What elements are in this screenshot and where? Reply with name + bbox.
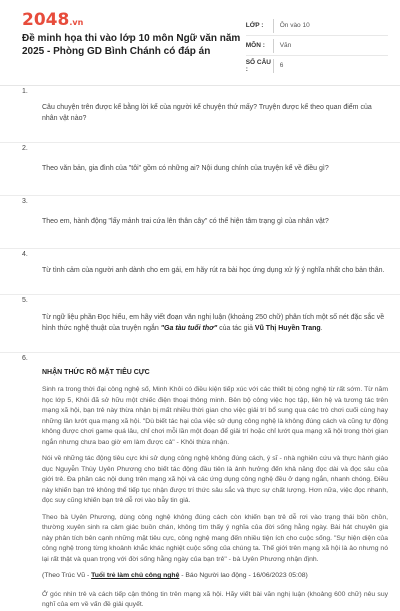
meta-box [246,16,388,75]
article-paragraph: Nói về những tác động tiêu cực khi sử dụng công nghệ không đúng cách, ý sĩ - nhà nghiên cứu và thực hành giáo dục Nguyễn Thùy Uyên Phương cho biết tác động đầu tiên là ảnh hưởng đến khả năng đọc dài và đọc sâu của giới trẻ. Đa phần các nội dung trên mạng xã hội và các ứng dụng công nghệ đều ở dạng ngắn, nhanh chóng. Điều này khiến bạn trẻ không thể tiếp tục nhận được trí thức sâu sắc và thực sự chất lượng. Hơn nữa, việc đọc nhanh, đọc suy cũng khiến bạn trẻ dễ rơi vào bẫy tin giả. [42,455,388,504]
meta-separator [273,19,274,33]
article-source [42,571,388,582]
question-item [22,143,388,195]
question-text: Theo văn bản, gia đình của "tôi" gồm có những ai? Nội dung chính của truyện kể về điều gì? [42,165,329,172]
question-number: 6. [22,355,28,362]
article-paragraph: Sinh ra trong thời đại công nghệ số, Minh Khôi có điều kiện tiếp xúc với các thiết bị công nghệ từ rất sớm. Từ năm học lớp 5, Khôi đã sở hữu một chiếc điện thoại thông minh. Bên bộ công việc học tập, liên hệ và tương tác trên mạng xã hội, bạn trẻ này thừa nhận bị mất nhiều thời gian cho việc giải trí bổ sung qua các trò chơi cuối cùng hay những lần lướt qua mạng xã hội. "Dù biết tác hại của việc sử dụng công nghệ là không đúng cách và cũng tự động không được chơi game quá lâu, chỉ chơi mỗi lần một đoạn để giải trí hoặc chỉ lướt qua mạng xã hội trong thời gian ngắn nhưng chưa bao giờ em làm được cả" - Khôi thừa nhận. [42,386,388,446]
question-list [0,86,400,611]
question-text: Từ tình cảm của người anh dành cho em gái, em hãy rút ra bài học ứng dụng xử lý ý nghĩa nhất cho bản thân. [42,267,385,274]
question-number: 1. [22,88,28,95]
meta-value: Văn [279,42,292,49]
article-paragraph: Theo bà Uyên Phương, dùng công nghệ không đúng cách còn khiến bạn trẻ dễ rơi vào trạng thái bồn chồn, thường xuyên sinh ra cảm giác buồn chán, không tìm thấy ý nghĩa của đời sống hằng ngày. Bài hát chuyên gia này phân tích bên cạnh những mặt tiêu cực, công nghệ mang đến nhiều tiện ích cho cuộc sống. "Sự hiện diện của công nghệ trong từng khoảnh khắc khác nghiệt cuộc sống của chúng ta. Thế giới trên mạng xã hội là ảo nhưng nó lại rất thật và quan trọng với đời sống hằng ngày của bạn trẻ" - bà Uyên Phương nhận định. [42,513,388,563]
meta-label: LỚP : [245,22,264,29]
question-item [22,249,388,294]
meta-row-class [246,16,388,36]
source-text: (Theo Trúc Vũ - [42,572,92,579]
question-number: 3. [22,198,28,205]
question-text [42,312,388,334]
question-item [22,353,388,611]
question-text: Câu chuyện trên được kể bằng lời kể của người kể chuyện thứ mấy? Truyện được kể theo quan điểm của nhân vật nào? [42,104,372,122]
meta-row-count [246,56,388,75]
question-item [22,196,388,248]
question-body [42,367,388,611]
question-text: Theo em, hành động "lấy mảnh trai cứa lên thân cây" có thể hiện tâm trạng gì của nhân vật? [42,218,329,225]
question-number: 4. [22,251,28,258]
source-text: - Báo Người lao động - 16/06/2023 05:08) [179,572,308,579]
section-title: NHẬN THỨC RÕ MẶT TIÊU CỰC [42,369,150,376]
meta-value: 6 [279,62,284,69]
meta-label: MÔN : [245,42,265,49]
question-item [22,86,388,142]
question-number: 2. [22,145,28,152]
writing-prompt: Ở góc nhìn trẻ và cách tiếp cận thông tin trên mạng xã hội. Hãy viết bài văn nghị luận (khoảng 600 chữ) nêu suy nghĩ của em về vấn đề giải quyết. [42,590,388,608]
author-name: Vũ Thị Huyền Trang [254,325,321,332]
page-title: Đề minh họa thi vào lớp 10 môn Ngữ văn năm 2025 - Phòng GD Bình Chánh có đáp án [22,33,241,57]
header-left [22,10,246,75]
meta-label: SỐ CÂU : [245,58,271,73]
meta-separator [273,39,274,53]
logo-main: 2048 [22,10,70,30]
meta-separator [273,59,274,73]
meta-value: Ôn vào 10 [279,22,310,29]
question-text-part: Từ ngữ liệu phần Đọc hiểu, em hãy viết đoạn văn nghị luận (khoảng 250 chữ) phân tích một số nét đặc sắc về hình thức nghệ thuật của truyện ngắn [42,314,385,332]
story-title-highlight: "Ga tàu tuổi thơ" [160,325,218,332]
question-item [22,295,388,352]
site-logo[interactable] [22,10,246,30]
question-text-part: . [320,325,323,332]
question-text-part: của tác giả [217,325,255,332]
meta-row-subject [246,36,388,56]
header [0,0,400,81]
question-number: 5. [22,297,28,304]
source-title: Tuổi trẻ làm chủ công nghệ [91,572,180,579]
logo-suffix: .vn [69,18,84,27]
